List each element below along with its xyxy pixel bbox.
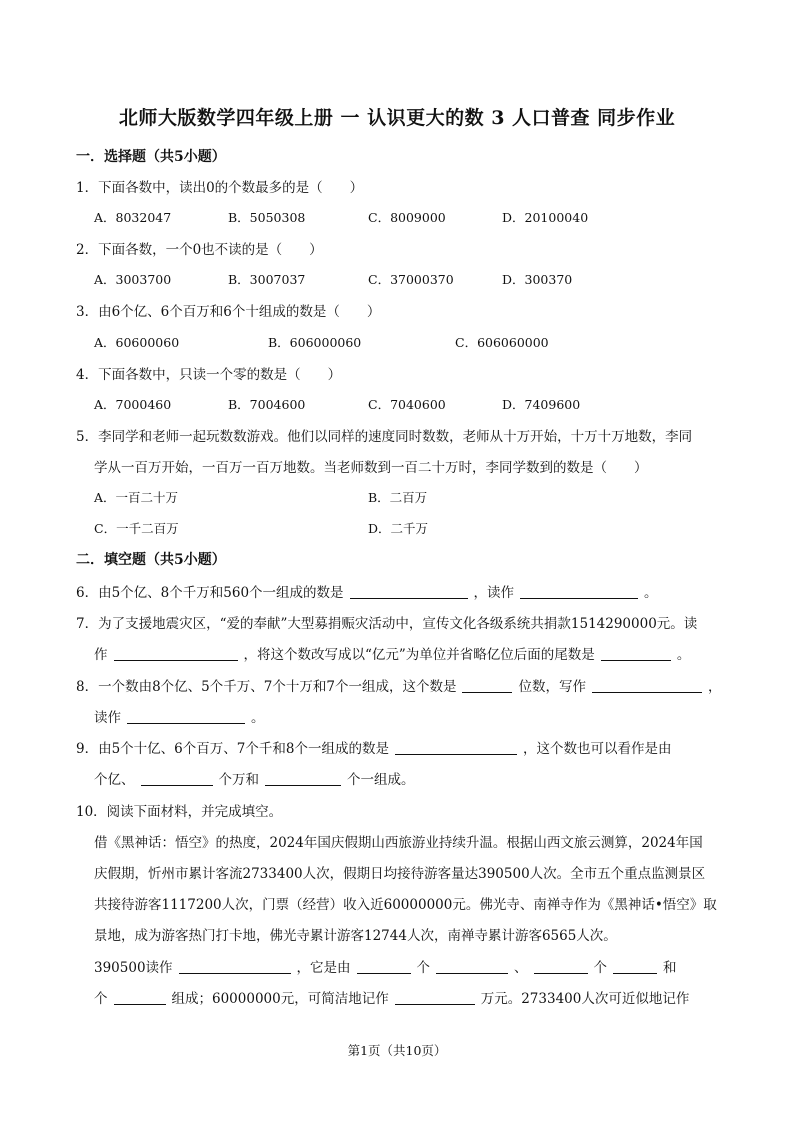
q10-blank-5[interactable]: [114, 990, 166, 1005]
question-5-line-1: 5．李同学和老师一起玩数数游戏。他们以同样的速度同时数数，老师从十万开始，十万十万地数，李同: [76, 429, 693, 445]
question-3: 3．由6个亿、6个百万和6个十组成的数是（ ）: [76, 304, 381, 320]
question-7-line-1: 7．为了支援地震灾区，“爱的奉献”大型募捐赈灾活动中，宣传文化各级系统共捐款1514290000元。读: [76, 616, 698, 632]
q4-option-b: B．7004600: [228, 397, 306, 412]
q7-text-b: 作: [94, 647, 108, 663]
q10-passage-line-3: 共接待游客1117200人次，门票（经营）收入近60000000元。佛光寺、南禅寺作为《黑神话•悟空》取: [94, 897, 717, 913]
q2-option-d: D．300370: [502, 272, 573, 287]
q4-option-c: C．7040600: [368, 397, 446, 412]
q1-option-c: C．8009000: [368, 210, 446, 225]
question-2: 2．下面各数，一个0也不读的是（ ）: [76, 242, 323, 258]
page-footer: 第1页（共10页）: [347, 1043, 447, 1058]
q9-text-a: 9．由5个十亿、6个百万、7个千和8个一组成的数是: [76, 741, 389, 757]
q8-text-c: ，: [707, 679, 722, 695]
q7-blank-reading[interactable]: [114, 646, 238, 661]
q5-option-b: B．二百万: [368, 490, 428, 505]
q3-option-a: A．60600060: [94, 335, 180, 350]
q5-option-a: A．一百二十万: [94, 490, 179, 505]
q9-blank-yi[interactable]: [141, 771, 213, 786]
q2-option-b: B．3007037: [228, 272, 306, 287]
question-6: [76, 581, 658, 601]
q10-text-c3: 万元。2733400人次可近似地记作: [480, 991, 690, 1007]
q6-text-a: 6．由5个亿、8个千万和560个一组成的数是: [76, 585, 344, 601]
q10-blank-1[interactable]: [357, 959, 411, 974]
q2-option-c: C．37000370: [368, 272, 454, 287]
q3-option-b: B．606000060: [268, 335, 362, 350]
q9-text-d: 个万和: [218, 772, 259, 788]
q4-option-d: D．7409600: [502, 397, 581, 412]
q8-blank-written[interactable]: [592, 678, 702, 693]
q6-blank-number[interactable]: [350, 584, 468, 599]
q9-blank-number[interactable]: [395, 740, 517, 755]
q1-option-b: B．5050308: [228, 210, 306, 225]
q8-blank-digits[interactable]: [462, 678, 512, 693]
q9-blank-wan[interactable]: [265, 771, 341, 786]
q1-option-d: D．20100040: [502, 210, 589, 225]
question-5-line-2: 学从一百万开始，一百万一百万地数。当老师数到一百二十万时，李同学数到的数是（ ）: [94, 460, 648, 476]
q9-text-c: 个亿、: [94, 772, 135, 788]
q6-blank-reading[interactable]: [520, 584, 638, 599]
q10-text-b4: 、: [514, 960, 528, 976]
q7-blank-approx[interactable]: [601, 646, 671, 661]
q7-text-c: ，将这个数改写成以“亿元”为单位并省略亿位后面的尾数是: [243, 647, 595, 663]
q10-text-b2: ，它是由: [296, 960, 351, 976]
q10-blank-wanyuan[interactable]: [395, 990, 475, 1005]
q8-text-e: 。: [251, 710, 265, 726]
q4-option-a: A．7000460: [94, 397, 172, 412]
question-4: 4．下面各数中，只读一个零的数是（ ）: [76, 367, 342, 383]
q2-option-a: A．3003700: [94, 272, 172, 287]
q3-option-c: C．606060000: [455, 335, 549, 350]
q10-passage-line-2: 庆假期，忻州市累计客流2733400人次，假期日均接待游客量达390500人次。全市五个重点监测景区: [94, 866, 706, 882]
q6-text-c: 。: [644, 585, 658, 601]
q10-blank-3[interactable]: [534, 959, 588, 974]
q1-option-a: A．8032047: [94, 210, 172, 225]
section-choice-heading: 一．选择题（共5小题）: [76, 149, 226, 165]
q6-text-b: ，读作: [473, 585, 515, 601]
question-9-line-1: [76, 737, 671, 757]
q8-text-d: 读作: [94, 710, 121, 726]
question-9-line-2: [94, 768, 415, 788]
q10-text-b5: 个: [593, 960, 608, 976]
q10-fill-line-2: [94, 987, 689, 1007]
q10-fill-line-1: [94, 956, 677, 976]
q10-blank-reading[interactable]: [179, 959, 291, 974]
q9-text-e: 个一组成。: [347, 772, 415, 788]
question-1: 1．下面各数中，读出0的个数最多的是（ ）: [76, 180, 364, 196]
page-title: 北师大版数学四年级上册 一 认识更大的数 3 人口普查 同步作业: [118, 107, 676, 129]
q8-text-a: 8．一个数由8个亿、5个千万、7个十万和7个一组成，这个数是: [76, 679, 457, 695]
question-10-heading: 10．阅读下面材料，并完成填空。: [76, 804, 283, 820]
q7-text-d: 。: [676, 647, 691, 663]
q10-blank-2[interactable]: [436, 959, 508, 974]
q8-blank-reading[interactable]: [127, 709, 245, 724]
q9-text-b: ，这个数也可以看作是由: [522, 741, 672, 757]
q10-passage-line-1: 借《黑神话：悟空》的热度，2024年国庆假期山西旅游业持续升温。根据山西文旅云测算，2024年国: [94, 835, 703, 851]
question-8-line-2: [94, 706, 265, 726]
q10-text-c2: 组成；60000000元，可简洁地记作: [171, 991, 389, 1007]
section-fill-heading: 二．填空题（共5小题）: [76, 552, 226, 568]
q5-option-d: D．二千万: [368, 521, 429, 536]
q10-blank-4[interactable]: [613, 959, 657, 974]
q10-text-b6: 和: [663, 960, 677, 976]
question-8-line-1: [76, 675, 721, 695]
q8-text-b: 位数，写作: [518, 679, 586, 695]
question-7-line-2: [94, 643, 690, 663]
q10-text-b3: 个: [416, 960, 431, 976]
q10-passage-line-4: 景地，成为游客热门打卡地，佛光寺累计游客12744人次，南禅寺累计游客6565人次。: [94, 928, 617, 944]
q10-text-c1: 个: [94, 991, 108, 1007]
q10-text-b1: 390500读作: [94, 960, 173, 976]
q5-option-c: C．一千二百万: [94, 521, 179, 536]
